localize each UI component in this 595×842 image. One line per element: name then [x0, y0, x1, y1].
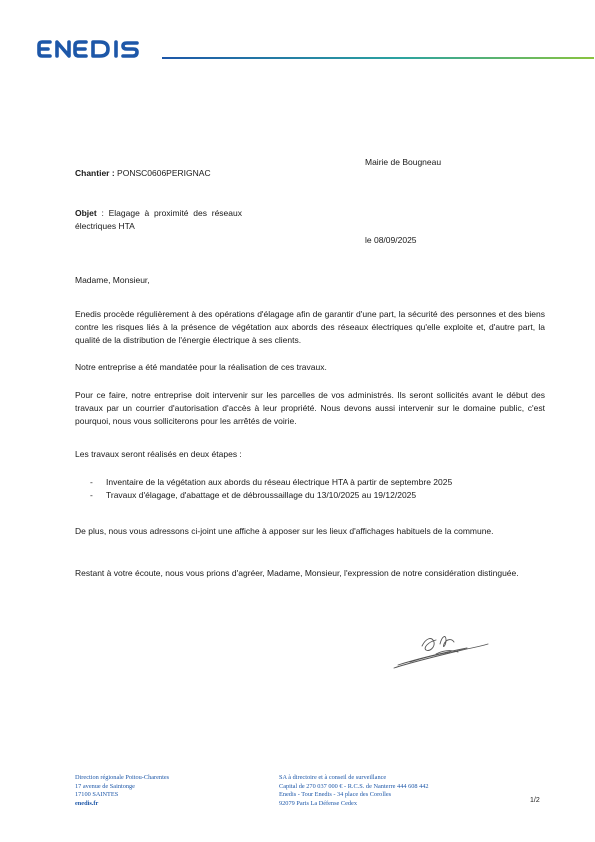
footer-address [75, 774, 169, 808]
chantier-label: Chantier : [75, 168, 115, 178]
chantier-value: PONSC0606PERIGNAC [117, 168, 211, 178]
steps-list [90, 476, 545, 502]
paragraph-steps-intro: Les travaux seront réalisés en deux étapes : [75, 449, 242, 459]
paragraph-closing: Restant à votre écoute, nous vous prions d'agréer, Madame, Monsieur, l'expression de notre considération distinguée. [75, 568, 519, 578]
footer-legal-line: Capital de 270 037 000 € - R.C.S. de Nanterre 444 608 442 [279, 782, 429, 790]
footer-legal-line: Enedis - Tour Enedis - 34 place des Corolles [279, 791, 392, 799]
footer-city: 17100 SAINTES [75, 791, 119, 799]
page-number: 1/2 [530, 797, 540, 804]
paragraph-procedure: Pour ce faire, notre entreprise doit intervenir sur les parcelles de vos administrés. Ils seront sollicités avant le début des travaux par un courrier d'autorisation d'accès à leur propriété. Nous devons aussi intervenir sur le domaine public, c'est pourquoi, nous vous solliciterons pour les arrêtés de voirie. [75, 390, 545, 427]
chantier-reference [75, 167, 211, 180]
step-1: Inventaire de la végétation aux abords du réseau électrique HTA à partir de septembre 2025 [106, 477, 453, 487]
list-item [90, 489, 545, 502]
signature [392, 630, 492, 672]
paragraph-poster: De plus, nous vous adressons ci-joint une affiche à apposer sur les lieux d'affichages habituels de la commune. [75, 526, 494, 536]
list-item [90, 476, 545, 489]
paragraph-intro: Enedis procède régulièrement à des opérations d'élagage afin de garantir d'une part, la sécurité des personnes et des biens contre les risques liés à la présence de végétation aux abords des réseaux électriques qu'elle exploite et, d'autre part, la qualité de la distribution de l'énergie électrique à ses clients. [75, 309, 545, 346]
footer-legal-line: SA à directoire et à conseil de surveillance [279, 774, 387, 781]
letter-date: le 08/09/2025 [365, 235, 417, 245]
footer-street: 17 avenue de Saintonge [75, 782, 135, 790]
paragraph-mandate: Notre entreprise a été mandatée pour la réalisation de ces travaux. [75, 362, 327, 372]
enedis-logo [36, 36, 154, 62]
footer-direction: Direction régionale Poitou-Charentes [75, 774, 170, 781]
recipient: Mairie de Bougneau [365, 157, 442, 167]
footer-legal [279, 774, 429, 808]
footer-legal-line: 92079 Paris La Défense Cedex [279, 799, 357, 807]
salutation: Madame, Monsieur, [75, 275, 150, 285]
footer-website-link[interactable]: enedis.fr [75, 799, 99, 807]
subject-label: Objet [75, 208, 97, 218]
subject-value: : Elagage à proximité des réseaux électriques HTA [75, 208, 242, 231]
subject [75, 207, 242, 233]
step-2: Travaux d'élagage, d'abattage et de débroussaillage du 13/10/2025 au 19/12/2025 [106, 490, 417, 501]
header-accent-line [162, 57, 594, 59]
list-marker: - [90, 490, 93, 501]
list-marker: - [90, 477, 93, 487]
